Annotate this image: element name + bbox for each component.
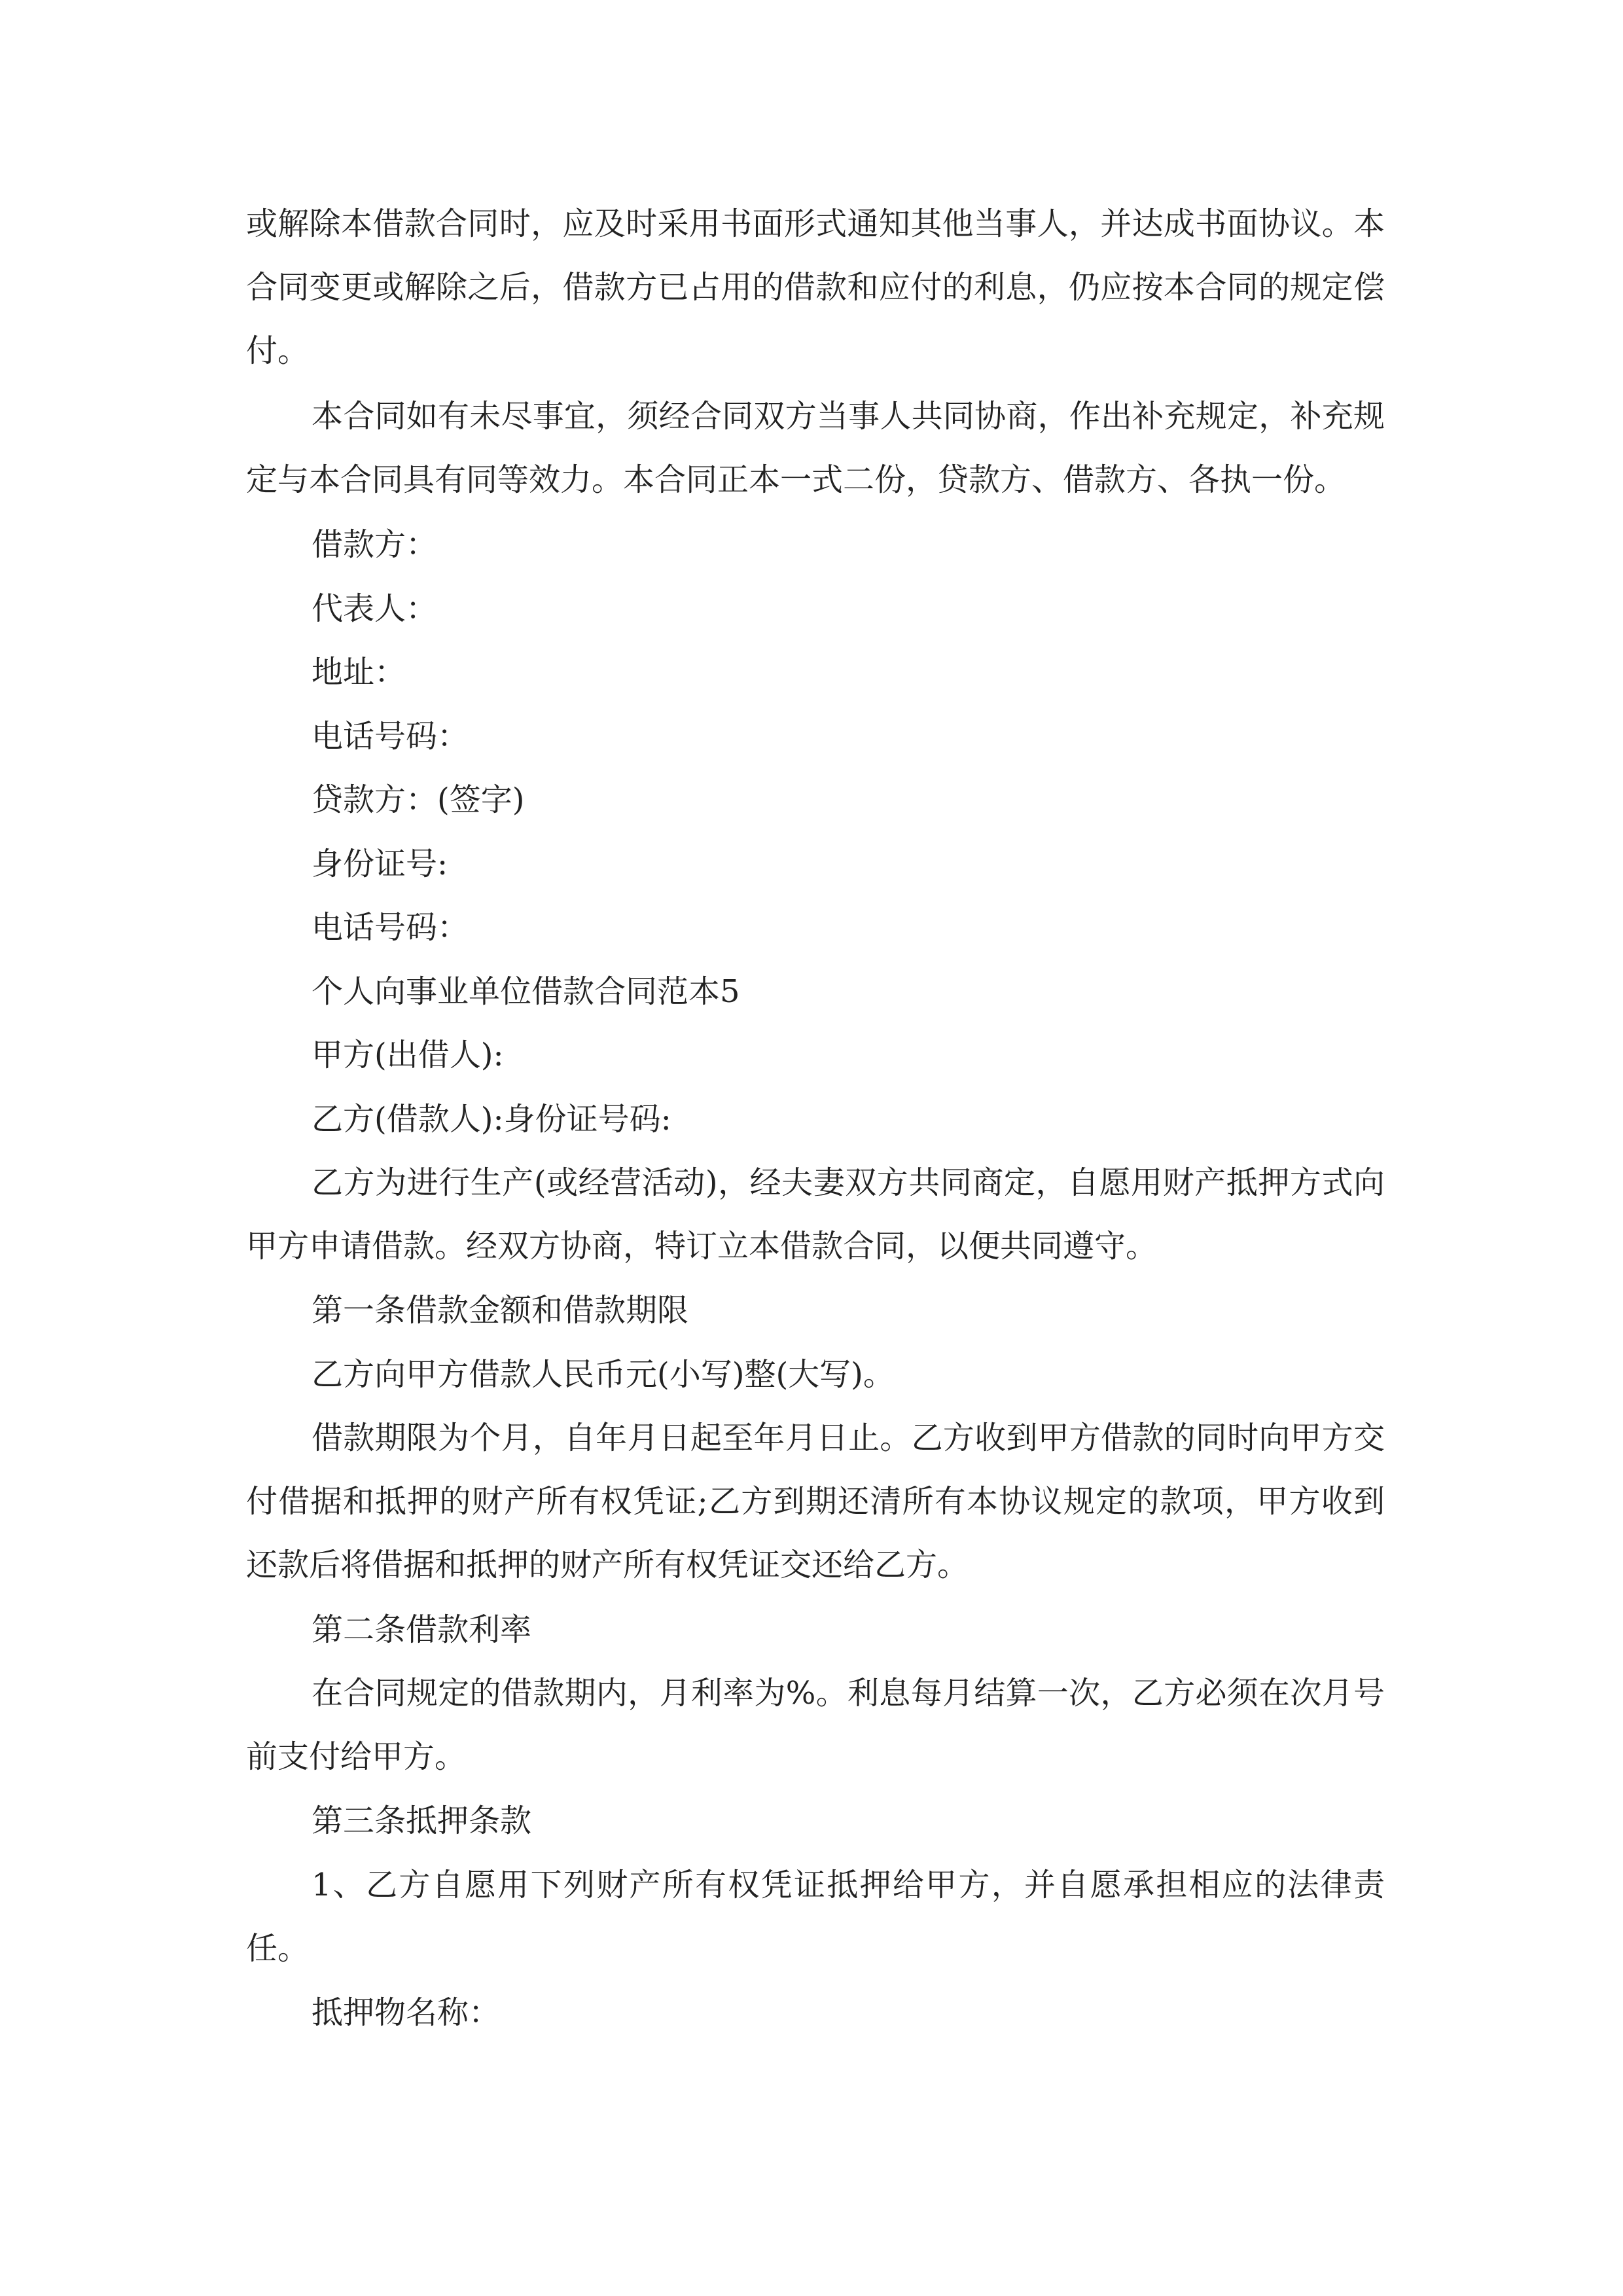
paragraph-contract-change: 或解除本借款合同时，应及时采用书面形式通知其他当事人，并达成书面协议。本合同变更或解除之后，借款方已占用的借款和应付的利息，仍应按本合同的规定偿付。 [246, 206, 1385, 369]
paragraph-loan-term: 借款期限为个月，自年月日起至年月日止。乙方收到甲方借款的同时向甲方交付借据和抵押的财产所有权凭证;乙方到期还清所有本协议规定的款项，甲方收到还款后将借据和抵押的财产所有权凭证交还给乙方。 [246, 1420, 1385, 1583]
paragraph-supplementary: 本合同如有未尽事宜，须经合同双方当事人共同协商，作出补充规定，补充规定与本合同具有同等效力。本合同正本一式二份，贷款方、借款方、各执一份。 [246, 398, 1385, 498]
id-number-field: 身份证号: [312, 846, 448, 882]
lender-field: 贷款方：(签字) [312, 781, 525, 818]
article-2-heading: 第二条借款利率 [312, 1611, 532, 1648]
paragraph-interest-rate: 在合同规定的借款期内，月利率为%。利息每月结算一次，乙方必须在次月号前支付给甲方。 [246, 1675, 1385, 1775]
phone-field-borrower: 电话号码： [312, 718, 469, 755]
collateral-name-field: 抵押物名称： [312, 1994, 501, 2031]
document-page [246, 0, 1385, 2296]
article-1-heading: 第一条借款金额和借款期限 [312, 1292, 689, 1329]
paragraph-purpose: 乙方为进行生产(或经营活动)，经夫妻双方共同商定，自愿用财产抵押方式向甲方申请借款。经双方协商，特订立本借款合同，以便共同遵守。 [246, 1164, 1385, 1265]
paragraph-collateral: 1、乙方自愿用下列财产所有权凭证抵押给甲方，并自愿承担相应的法律责任。 [246, 1867, 1385, 1967]
party-a-field: 甲方(出借人): [312, 1037, 504, 1073]
address-field: 地址： [312, 654, 406, 691]
contract-title: 个人向事业单位借款合同范本5 [312, 973, 740, 1010]
party-b-field: 乙方(借款人):身份证号码: [312, 1101, 671, 1138]
representative-field: 代表人： [312, 590, 438, 627]
borrower-field: 借款方： [312, 526, 438, 563]
phone-field-lender: 电话号码： [312, 909, 469, 946]
paragraph-loan-amount: 乙方向甲方借款人民币元(小写)整(大写)。 [312, 1356, 895, 1393]
article-3-heading: 第三条抵押条款 [312, 1803, 532, 1839]
